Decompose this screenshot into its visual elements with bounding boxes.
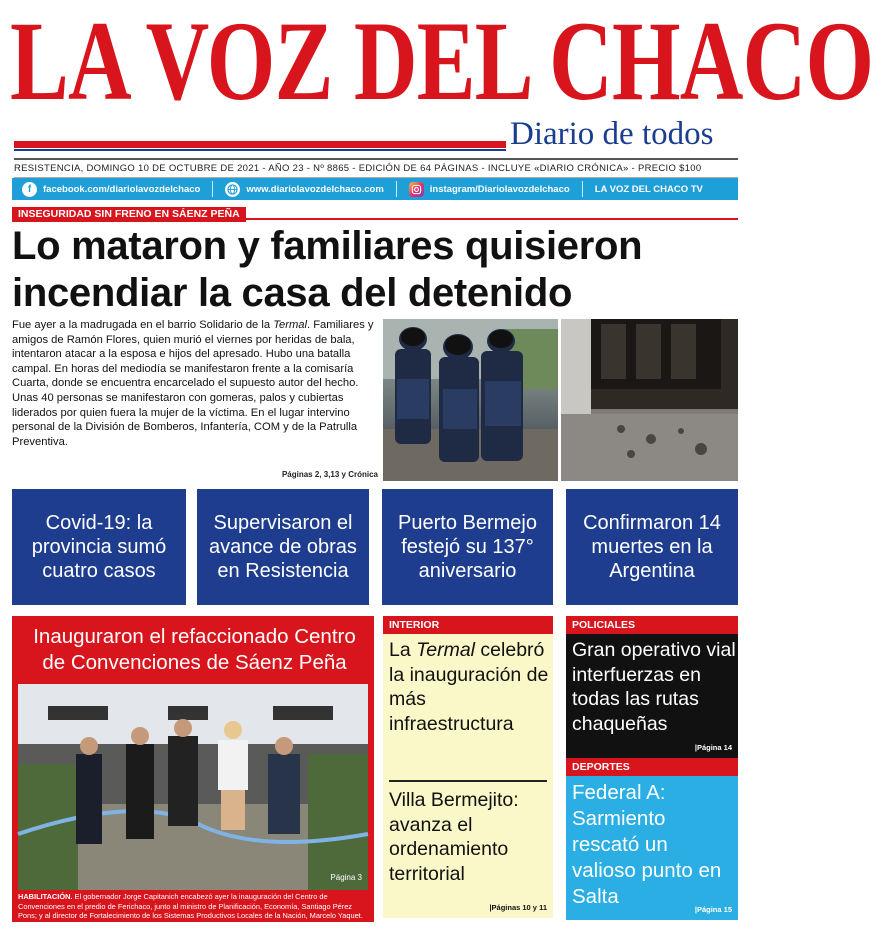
divider — [582, 181, 583, 197]
lead-headline[interactable]: Lo mataron y familiares quisieron incendiar la casa del detenido — [12, 224, 643, 315]
newspaper-title: LA VOZ DEL CHACO — [10, 0, 873, 124]
news-box-obras[interactable]: Supervisaron el avance de obras en Resistencia — [197, 489, 369, 605]
deportes-story: Federal A: Sarmiento rescató un valioso punto en Salta — [572, 781, 722, 908]
caption-text: El gobernador Jorge Capitanich encabezó ayer la inauguración del Centro de Convenciones en el predio de Ferichaco, junto al ministro de Planificación, Economía, Santiago Pérez Pons; y al director de Fortalecimiento de los Sistemas Productivos Locales de la Nación, Marcelo Yaquet. — [18, 892, 363, 921]
interior-story-termal[interactable] — [389, 638, 549, 736]
globe-icon — [225, 182, 240, 197]
masthead-red-rule — [14, 141, 506, 148]
lead-body-text: Fue ayer a la madrugada en el barrio Solidario de la — [12, 319, 274, 331]
lead-body-text-rest: . Familiares y amigos de Ramón Flores, quien murió el viernes por heridas de bala, intentaron atacar a la esposa e hijos del apresado. Hubo una batalla campal. En horas del mediodía se manifestaron frente a la comisaría Cuarta, donde se encuentra encarcelado el supuesto autor del hecho. Unas 40 personas se manifestaron con gomeras, palos y cubiertas liderados por quien fuera la mujer de la víctima. En el lugar intervino personal de la División de Bomberos, Infantería, COM y de la Patrulla Preventiva. — [12, 319, 374, 448]
news-box-puerto-bermejo[interactable]: Puerto Bermejo festejó su 137° aniversario — [382, 489, 553, 605]
policiales-story: Gran operativo vial interfuerzas en todas las rutas chaqueñas — [572, 639, 736, 735]
story-text-rest: celebró la inauguración de más infraestructura — [389, 639, 549, 735]
deportes-page-ref: |Página 15 — [694, 905, 732, 914]
caption-label: HABILITACIÓN. — [18, 892, 73, 901]
news-box-covid[interactable]: Covid-19: la provincia sumó cuatro casos — [12, 489, 186, 605]
lead-body-emphasis: Termal — [273, 319, 307, 331]
section-deportes: DEPORTES — [566, 758, 738, 776]
section-interior: INTERIOR — [383, 616, 553, 634]
interior-pages-ref: |Páginas 10 y 11 — [489, 903, 547, 912]
divider — [212, 181, 213, 197]
lead-kicker — [12, 204, 738, 220]
tv-link[interactable] — [595, 184, 703, 195]
social-bar — [12, 178, 738, 200]
masthead-blue-rule — [14, 149, 506, 151]
story-emphasis: Termal — [416, 639, 475, 661]
deportes-column[interactable] — [566, 776, 738, 920]
facebook-link[interactable] — [22, 182, 200, 197]
feature-headline: Inauguraron el refaccionado Centro de Convenciones de Sáenz Peña — [33, 625, 356, 674]
website-label: www.diariolavozdelchaco.com — [246, 183, 384, 195]
policiales-column[interactable] — [566, 634, 738, 758]
riot-police-photo — [383, 319, 558, 481]
instagram-link[interactable] — [409, 182, 570, 197]
dateline: RESISTENCIA, DOMINGO 10 DE OCTUBRE DE 2021 - AÑO 23 - Nº 8865 - EDICIÓN DE 64 PÁGINAS - INCLUYE «DIARIO CRÓNICA» - PRECIO $100 — [14, 158, 738, 178]
story-text: La — [389, 639, 417, 661]
lead-pages-ref: Páginas 2, 3,13 y Crónica — [281, 470, 378, 479]
section-policiales: POLICIALES — [566, 616, 738, 634]
newspaper-subtitle: Diario de todos — [510, 116, 714, 152]
lead-body — [12, 318, 378, 449]
instagram-label: instagram/Diariolavozdelchaco — [429, 183, 570, 195]
news-box-muertes[interactable]: Confirmaron 14 muertes en la Argentina — [566, 489, 738, 605]
facebook-icon: f — [22, 182, 37, 197]
divider — [396, 181, 397, 197]
feature-caption — [18, 892, 370, 921]
policiales-page-ref: |Página 14 — [694, 743, 732, 752]
feature-page-ref: Página 3 — [330, 873, 362, 882]
interior-story-bermejito[interactable]: Villa Bermejito: avanza el ordenamiento territorial — [389, 789, 519, 885]
inauguration-photo — [18, 684, 368, 890]
divider — [389, 780, 547, 782]
facebook-label: facebook.com/diariolavozdelchaco — [43, 183, 201, 195]
website-link[interactable] — [225, 182, 383, 197]
kicker-label: INSEGURIDAD SIN FRENO EN SÁENZ PEÑA — [12, 207, 246, 222]
tv-label: LA VOZ DEL CHACO TV — [594, 183, 703, 195]
masthead — [0, 0, 873, 160]
burned-house-photo — [561, 319, 738, 481]
instagram-icon — [409, 182, 424, 197]
interior-column — [383, 634, 553, 918]
feature-story[interactable] — [12, 616, 374, 922]
